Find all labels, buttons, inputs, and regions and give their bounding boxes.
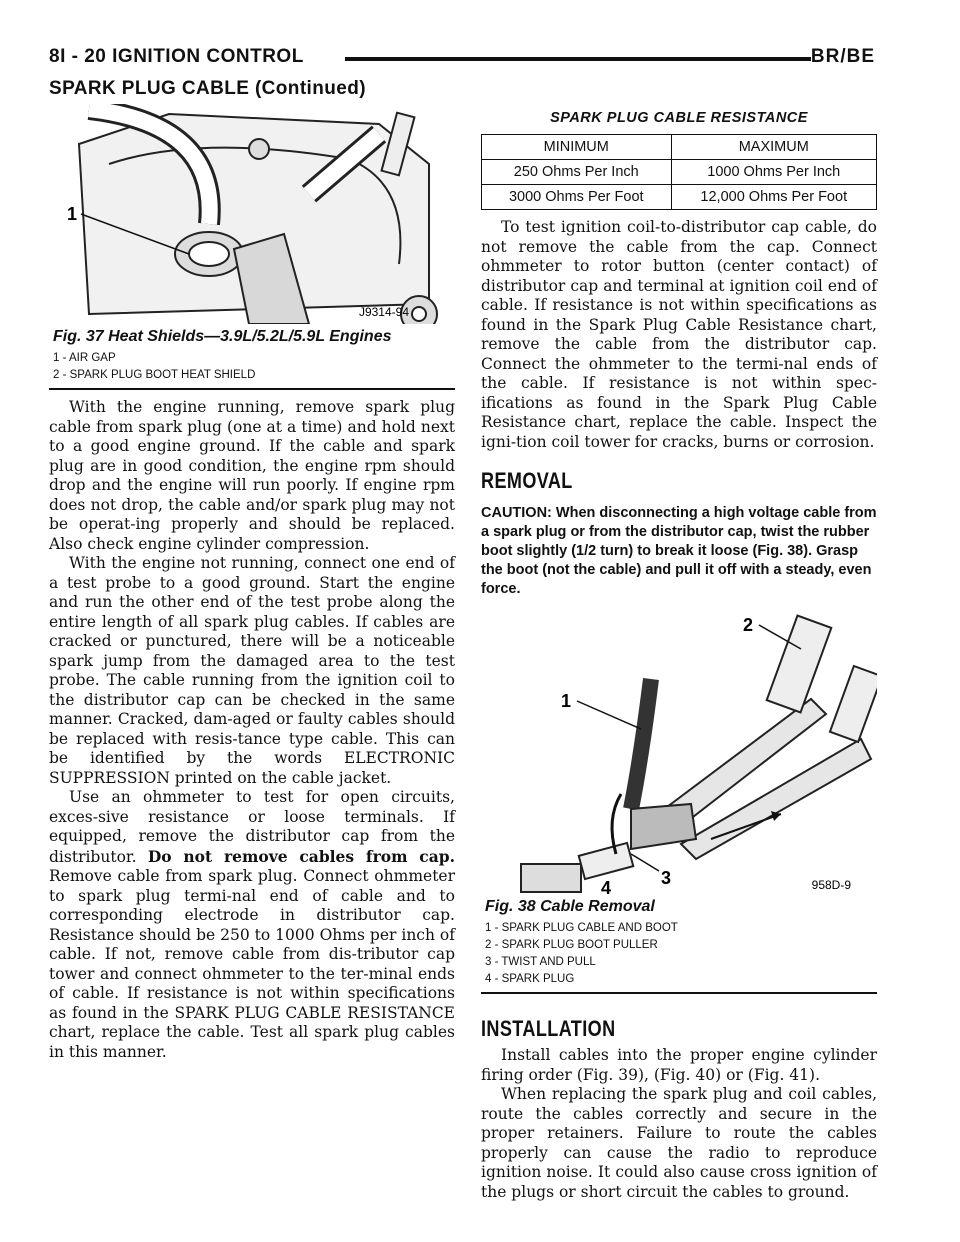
callout-4: 4	[601, 878, 612, 894]
resistance-table	[481, 134, 877, 210]
bold-warning: Do not remove cables from cap.	[147, 846, 455, 866]
column-header: MAXIMUM	[671, 135, 876, 160]
figure-38-caption: Fig. 38 Cable Removal	[485, 898, 655, 915]
callout-1: 1	[561, 691, 572, 711]
callout-1: 1	[67, 204, 78, 224]
art-code-37: J9314-94	[358, 305, 409, 319]
right-body	[481, 218, 877, 452]
legend-item: 1 - AIR GAP	[53, 352, 116, 364]
section-title: SPARK PLUG CABLE (Continued)	[49, 78, 366, 99]
callout-3: 3	[661, 868, 672, 888]
paragraph: To test ignition coil-to-distributor cap cable, do not remove the cable from the cap. Connect ohmmeter to rotor button (center contact) of distributor cap and terminal at ignition coil end of cable. If resistance is not within specifications as found in the Spark Plug Cable Resistance chart, remove the cable from the distributor cap. Connect the ohmmeter to the termi-nal ends of the cable. If resistance is not within spec-ifications as found in the Spark Plug Cable Resistance chart, replace the cable. Inspect the igni-tion coil tower for cracks, burns or corrosion.	[481, 218, 877, 451]
installation-body	[481, 1046, 877, 1202]
legend-item: 4 - SPARK PLUG	[485, 973, 575, 985]
legend-item: 2 - SPARK PLUG BOOT HEAT SHIELD	[53, 369, 256, 381]
paragraph: When replacing the spark plug and coil cables, route the cables correctly and secure in the proper retainers. Failure to route the cables properly can cause the radio to reproduce ignition noise. It could also cause cross ignition of the plugs or short circuit the cables to ground.	[481, 1085, 877, 1201]
table-cell: 1000 Ohms Per Inch	[671, 160, 876, 185]
removal-heading: REMOVAL	[481, 468, 573, 493]
table-header-row	[482, 135, 877, 160]
heat-shield-illustration	[49, 104, 455, 324]
table-row	[482, 185, 877, 210]
callout-2: 2	[743, 615, 754, 635]
art-code-38: 958D-9	[811, 878, 851, 892]
resistance-table-title: SPARK PLUG CABLE RESISTANCE	[550, 110, 808, 126]
table-cell: 12,000 Ohms Per Foot	[671, 185, 876, 210]
table-cell: 250 Ohms Per Inch	[482, 160, 672, 185]
removal-section	[481, 468, 877, 599]
caution-text: CAUTION: When disconnecting a high voltage cable from a spark plug or from the distributor cap, twist the rubber boot slightly (1/2 turn) to break it loose (Fig. 38). Grasp the boot (not the cable) and pull it off with a steady, even force.	[481, 505, 877, 597]
page-header	[49, 46, 875, 76]
left-body	[49, 398, 455, 1062]
figure-38-legend	[485, 920, 877, 988]
page-label: 8I - 20 IGNITION CONTROL	[49, 46, 304, 67]
legend-item: 3 - TWIST AND PULL	[485, 956, 596, 968]
figure-37	[49, 104, 455, 390]
header-rule	[345, 57, 811, 61]
installation-section	[481, 1016, 877, 1202]
left-column	[49, 104, 455, 1062]
table-cell: 3000 Ohms Per Foot	[482, 185, 672, 210]
model-code: BR/BE	[810, 46, 875, 67]
paragraph: Use an ohmmeter to test for open circuits, exces-sive resistance or loose terminals. If equipped, remove the distributor cap from the distributor. Do not remove cables from cap. Remove cable from spark plug. Connect ohmmeter to spark plug termi-nal end of cable and to corresponding electrode in distributor cap. Resistance should be 250 to 1000 Ohms per inch of cable. If not, remove cable from dis-tributor cap tower and connect ohmmeter to the ter-minal ends of cable. If resistance is not within specifications as found in the SPARK PLUG CABLE RESISTANCE chart, replace the cable. Test all spark plug cables in this manner.	[49, 788, 455, 1061]
figure-38	[481, 609, 877, 994]
paragraph: With the engine running, remove spark plug cable from spark plug (one at a time) and hold next to a good engine ground. If the cable and spark plug are in good condition, the engine rpm should drop and the engine will run poorly. If engine rpm does not drop, the cable and/or spark plug may not be operat-ing properly and should be replaced. Also check engine cylinder compression.	[49, 398, 455, 553]
cable-removal-illustration	[481, 609, 877, 894]
legend-item: 1 - SPARK PLUG CABLE AND BOOT	[485, 922, 678, 934]
legend-item: 2 - SPARK PLUG BOOT PULLER	[485, 939, 658, 951]
paragraph: Install cables into the proper engine cylinder firing order (Fig. 39), (Fig. 40) or (Fig. 41).	[481, 1046, 877, 1084]
figure-37-legend	[53, 350, 455, 384]
right-column	[481, 104, 877, 1202]
paragraph: With the engine not running, connect one end of a test probe to a good ground. Start the engine and run the other end of the test probe along the entire length of all spark plug cables. If cables are cracked or punctured, there will be a noticeable spark jump from the damaged area to the test probe. The cable running from the ignition coil to the distributor cap can be checked in the same manner. Cracked, dam-aged or faulty cables should be replaced with resis-tance type cable. This can be identified by the words ELECTRONIC SUPPRESSION printed on the cable jacket.	[49, 554, 455, 787]
column-header: MINIMUM	[482, 135, 672, 160]
installation-heading: INSTALLATION	[481, 1016, 616, 1041]
table-row	[482, 160, 877, 185]
figure-37-caption: Fig. 37 Heat Shields—3.9L/5.2L/5.9L Engines	[53, 328, 392, 345]
